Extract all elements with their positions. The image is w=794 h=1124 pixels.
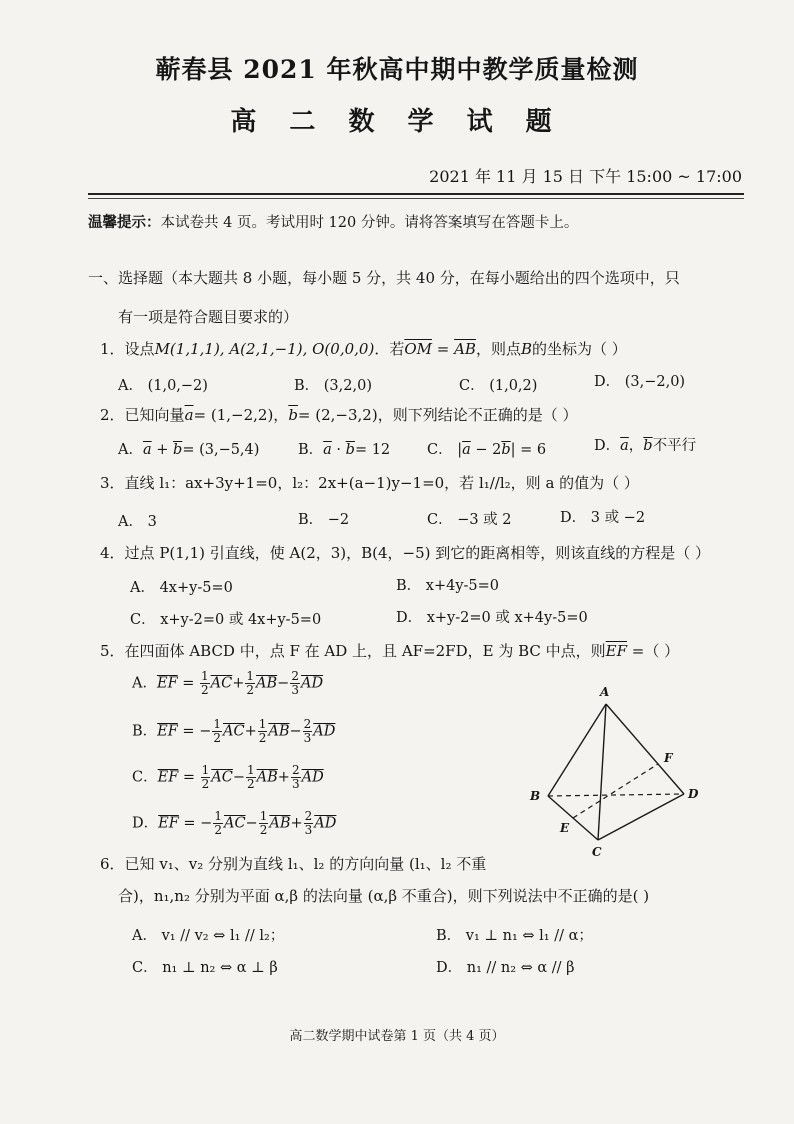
segment-ef — [573, 764, 658, 818]
fraction-half — [246, 764, 256, 791]
plus-sign: + — [232, 675, 245, 692]
q5-option-b — [132, 718, 335, 745]
vector-ef: $\overline{EF}$ — [157, 769, 179, 786]
question-4 — [100, 542, 710, 563]
header-rule — [88, 193, 744, 195]
frac-den: 2 — [213, 731, 221, 745]
frac-den: 2 — [247, 777, 255, 791]
label-f: F — [664, 751, 673, 765]
fraction-half — [212, 718, 222, 745]
q4-option-b: B． x+4y-5=0 — [396, 578, 500, 594]
q5-b-label: B． — [132, 723, 158, 740]
frac-num: 1 — [201, 763, 210, 777]
frac-den: 2 — [246, 683, 255, 697]
q6-text-line1: 已知 v₁、v₂ 分别为直线 l₁、l₂ 的方向向量 (l₁、l₂ 不重 — [124, 855, 487, 873]
frac-num: 2 — [291, 763, 300, 777]
minus-two: − 2 — [470, 442, 502, 458]
frac-num: 2 — [304, 809, 313, 823]
frac-num: 1 — [247, 763, 255, 777]
plus-sign: + — [290, 815, 303, 832]
q4-option-d: D． x+y-2=0 或 x+4y-5=0 — [396, 610, 588, 626]
q2-option-a — [118, 438, 259, 459]
vector-ac: $\overline{AC}$ — [211, 769, 233, 786]
q2-c-label: C． — [427, 442, 453, 458]
minus-sign: − — [245, 815, 258, 832]
vector-ab: $\overline{AB}$ — [269, 815, 291, 832]
equals: = — [177, 723, 200, 740]
q6-option-a: A． v₁ // v₂ ⇔ l₁ // l₂； — [132, 928, 285, 944]
vector-a: $\overline{a}$ — [620, 438, 629, 454]
q1-option-d: D． (3,−2,0) — [594, 374, 686, 390]
q2-a-text: = (3,−5,4) — [182, 442, 260, 458]
q2-a-value: = (1,−2,2) — [193, 406, 274, 424]
q2-comma: ， — [273, 406, 289, 424]
frac-den: 3 — [291, 777, 300, 791]
q3-option-c: C． −3 或 2 — [427, 512, 512, 528]
q3-option-d: D． 3 或 −2 — [560, 510, 646, 526]
frac-num: 1 — [246, 669, 255, 683]
frac-num: 1 — [258, 717, 267, 731]
q2-option-d — [594, 434, 696, 455]
edge-cd — [598, 794, 684, 840]
label-d: D — [688, 787, 699, 801]
fraction-half — [201, 764, 211, 791]
question-2 — [100, 404, 577, 425]
q3-number: 3． — [100, 474, 125, 492]
edge-ac — [598, 704, 606, 840]
minus-sign: − — [199, 723, 212, 740]
question-3 — [100, 472, 639, 493]
q1-option-c: C． (1,0,2) — [459, 378, 538, 394]
q1-equals: = — [431, 340, 455, 358]
frac-num: 2 — [303, 717, 312, 731]
question-6 — [100, 853, 486, 874]
vector-ab: $\overline{AB}$ — [454, 340, 476, 358]
fraction-two-thirds — [291, 764, 301, 791]
q5-d-label: D． — [132, 815, 159, 832]
q2-text: 已知向量 — [124, 406, 185, 424]
minus-sign: − — [232, 769, 246, 786]
frac-den: 2 — [259, 823, 268, 837]
equals: = — [178, 769, 200, 786]
q1-option-b: B． (3,2,0) — [294, 378, 372, 394]
header-rule-thin — [88, 198, 744, 199]
q1-number: 1． — [100, 340, 125, 358]
question-1 — [100, 338, 627, 359]
reminder-text: 本试卷共 4 页。考试用时 120 分钟。请将答案填写在答题卡上。 — [160, 215, 579, 231]
q1-text-end: 的坐标为（ ） — [532, 340, 627, 358]
fraction-half — [259, 810, 269, 837]
minus-sign: − — [277, 675, 290, 692]
q4-text: 过点 P(1,1) 引直线，使 A(2，3)，B(4，−5) 到它的距离相等，则该直线的方程是（ ） — [124, 544, 711, 562]
frac-den: 3 — [304, 823, 313, 837]
q2-b-value: = (2,−3,2) — [297, 406, 378, 424]
plus-sign: + — [244, 723, 257, 740]
q6-number: 6． — [100, 855, 125, 873]
q5-option-a — [132, 670, 323, 697]
frac-den: 2 — [201, 683, 209, 697]
section-heading-cont: 有一项是符合题目要求的） — [118, 308, 299, 326]
q1-points: M(1,1,1), A(2,1,−1), O(0,0,0) — [154, 340, 375, 358]
q2-option-c — [427, 438, 546, 459]
frac-den: 3 — [303, 731, 312, 745]
frac-num: 1 — [214, 809, 222, 823]
q3-text: 直线 l₁：ax+3y+1=0，l₂：2x+(a−1)y−1=0，若 l₁//l₂，则 a 的值为（ ） — [124, 474, 639, 492]
vector-a: $\overline{a}$ — [142, 442, 152, 458]
vector-ac: $\overline{AC}$ — [222, 723, 245, 740]
frac-den: 3 — [291, 683, 299, 697]
vector-a: $\overline{a}$ — [462, 442, 471, 458]
fraction-half — [213, 810, 223, 837]
question-5 — [100, 640, 679, 661]
q5-text-end: =（ ） — [627, 642, 680, 660]
q2-number: 2． — [100, 406, 125, 424]
question-6-cont: 合)，n₁,n₂ 分别为平面 α,β 的法向量 (α,β 不重合)，则下列说法中不正确的是( ) — [118, 887, 650, 905]
frac-num: 2 — [291, 669, 299, 683]
q2-b-text: = 12 — [354, 442, 391, 458]
tetrahedron-figure — [520, 682, 710, 862]
q4-option-a: A． 4x+y-5=0 — [130, 580, 233, 596]
reminder-label: 温馨提示： — [88, 214, 161, 231]
vector-ef: $\overline{EF}$ — [156, 675, 178, 692]
minus-sign: − — [289, 723, 302, 740]
vector-ac: $\overline{AC}$ — [210, 675, 233, 692]
label-e: E — [560, 821, 570, 835]
fraction-two-thirds — [290, 670, 300, 697]
q2-a-label: A． — [118, 442, 143, 458]
vector-om: $\overline{OM}$ — [404, 340, 432, 358]
q6-option-b: B． v₁ ⊥ n₁ ⇔ l₁ // α； — [436, 928, 593, 944]
vector-ab: $\overline{AB}$ — [256, 769, 278, 786]
exam-date: 2021 年 11 月 15 日 下午 15:00 ~ 17:00 — [429, 167, 742, 186]
vector-ad: $\overline{AD}$ — [314, 815, 337, 832]
section-heading: 一、选择题（本大题共 8 小题，每小题 5 分，共 40 分，在每小题给出的四个选项中，只 — [88, 269, 680, 287]
minus-sign: − — [200, 815, 213, 832]
exam-title: 蕲春县 2021 年秋高中期中教学质量检测 — [155, 55, 639, 84]
q6-option-d: D． n₁ // n₂ ⇔ α // β — [436, 960, 575, 976]
q4-option-c: C． x+y-2=0 或 4x+y-5=0 — [130, 612, 322, 628]
frac-num: 1 — [259, 809, 268, 823]
subject-title: 高 二 数 学 试 题 — [230, 107, 564, 137]
q5-number: 5． — [100, 642, 125, 660]
label-b: B — [530, 789, 541, 803]
q2-text-post: ，则下列结论不正确的是（ ） — [377, 406, 578, 424]
fraction-half — [200, 670, 210, 697]
q1-text: 设点 — [124, 340, 155, 358]
label-c: C — [592, 845, 602, 859]
vector-b: $\overline{b}$ — [501, 442, 511, 458]
q2-b-label: B． — [298, 442, 324, 458]
vector-ab: $\overline{AB}$ — [268, 723, 290, 740]
q5-a-label: A． — [132, 675, 157, 692]
q3-option-a: A． 3 — [118, 514, 157, 530]
q6-option-c: C． n₁ ⊥ n₂ ⇔ α ⊥ β — [132, 960, 278, 976]
q1-point-b: B — [520, 340, 532, 358]
q1-text-mid: ．若 — [374, 340, 405, 358]
fraction-half — [245, 670, 255, 697]
frac-den: 2 — [201, 777, 210, 791]
vector-b: $\overline{b}$ — [345, 442, 355, 458]
fraction-half — [258, 718, 268, 745]
vector-b: $\overline{b}$ — [173, 442, 183, 458]
q5-text: 在四面体 ABCD 中，点 F 在 AD 上，且 AF=2FD，E 为 BC 中点，则 — [124, 642, 606, 660]
vector-b: $\overline{b}$ — [288, 406, 298, 424]
abs-bar: | — [452, 442, 463, 458]
page-footer: 高二数学期中试卷第 1 页（共 4 页） — [289, 1029, 505, 1044]
q1-option-a: A． (1,0,−2) — [118, 378, 208, 394]
equals: = — [177, 675, 200, 692]
vector-ef: $\overline{EF}$ — [158, 815, 179, 832]
frac-den: 2 — [258, 731, 267, 745]
q2-option-b — [298, 438, 390, 459]
vector-ef: $\overline{EF}$ — [157, 723, 178, 740]
q2-comma: ， — [628, 438, 644, 454]
equals: = — [178, 815, 201, 832]
vector-a: $\overline{a}$ — [184, 406, 194, 424]
fraction-two-thirds — [303, 718, 313, 745]
q5-option-c — [132, 764, 324, 791]
frac-num: 1 — [213, 717, 221, 731]
edge-ab — [548, 704, 606, 796]
vector-ad: $\overline{AD}$ — [300, 675, 324, 692]
q1-text-post: ，则点 — [475, 340, 521, 358]
q5-c-label: C． — [132, 769, 158, 786]
vector-ef: $\overline{EF}$ — [605, 642, 628, 660]
q2-c-text: | = 6 — [510, 442, 547, 458]
q4-number: 4． — [100, 544, 125, 562]
plus-sign: + — [151, 442, 174, 458]
vector-ac: $\overline{AC}$ — [223, 815, 246, 832]
vector-a: $\overline{a}$ — [323, 442, 332, 458]
q5-option-d — [132, 810, 336, 837]
q2-d-label: D． — [594, 438, 621, 454]
edge-bd-hidden — [548, 794, 684, 796]
edge-ad — [606, 704, 684, 794]
reminder — [88, 211, 578, 232]
dot-sign: · — [331, 442, 346, 458]
label-a: A — [600, 685, 610, 699]
q2-d-text: 不平行 — [652, 438, 697, 454]
vector-b: $\overline{b}$ — [643, 438, 653, 454]
frac-num: 1 — [201, 669, 209, 683]
vector-ab: $\overline{AB}$ — [256, 675, 278, 692]
vector-ad: $\overline{AD}$ — [301, 769, 324, 786]
q3-option-b: B． −2 — [298, 512, 350, 528]
fraction-two-thirds — [304, 810, 314, 837]
frac-den: 2 — [214, 823, 222, 837]
plus-sign: + — [277, 769, 290, 786]
vector-ad: $\overline{AD}$ — [313, 723, 336, 740]
